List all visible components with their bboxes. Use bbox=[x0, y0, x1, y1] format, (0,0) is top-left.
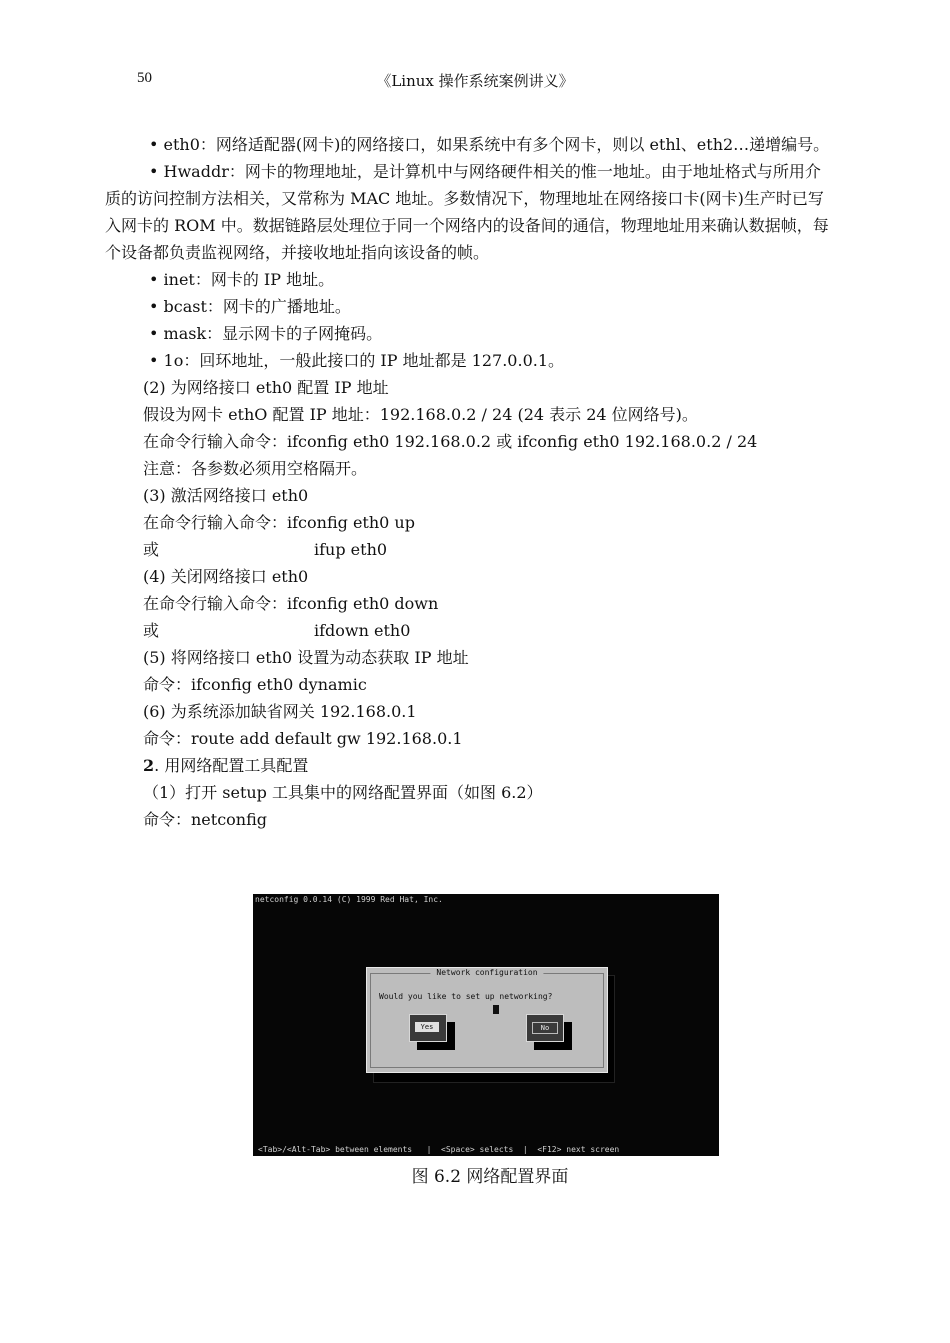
no-button[interactable] bbox=[526, 1014, 564, 1042]
step3-alt-command: ifup eth0 bbox=[314, 540, 388, 559]
yes-button-group[interactable] bbox=[409, 1014, 447, 1042]
section2-title: . 用网络配置工具配置 bbox=[154, 756, 309, 775]
para-hwaddr: • Hwaddr：网卡的物理地址，是计算机中与网络硬件相关的惟一地址。由于地址格式与所用介质的访问控制方法相关，又常称为 MAC 地址。多数情况下，物理地址在网络接口卡(网卡)生产时已写入网卡的 ROM 中。数据链路层处理位于同一个网络内的设备间的通信，物理地址用来确认数据帧，每个设备都负责监视网络，并接收地址指向该设备的帧。 bbox=[105, 162, 829, 262]
section2-line1: （1）打开 setup 工具集中的网络配置界面（如图 6.2） bbox=[143, 783, 543, 802]
step6-line1: 命令：route add default gw 192.168.0.1 bbox=[143, 729, 463, 748]
dialog-frame bbox=[370, 968, 604, 1068]
step2-heading: (2) 为网络接口 eth0 配置 IP 地址 bbox=[143, 378, 389, 397]
step4-or: 或 bbox=[143, 621, 160, 640]
page-number: 50 bbox=[137, 70, 152, 86]
para-bcast: • bcast：网卡的广播地址。 bbox=[149, 297, 351, 316]
para-mask: • mask：显示网卡的子网掩码。 bbox=[149, 324, 383, 343]
step4-heading: (4) 关闭网络接口 eth0 bbox=[143, 567, 309, 586]
step4-line1: 在命令行输入命令：ifconfig eth0 down bbox=[143, 594, 439, 613]
para-lo: • 1o：回环地址，一般此接口的 IP 地址都是 127.0.0.1。 bbox=[149, 351, 565, 370]
body-text bbox=[105, 131, 832, 833]
figure-caption: 图 6.2 网络配置界面 bbox=[411, 1167, 569, 1187]
yes-button-label: Yes bbox=[415, 1022, 439, 1032]
step4-alt-line bbox=[105, 617, 832, 644]
step3-or: 或 bbox=[143, 540, 160, 559]
step4-alt-command: ifdown eth0 bbox=[314, 621, 411, 640]
para-inet: • inet：网卡的 IP 地址。 bbox=[149, 270, 335, 289]
no-button-group[interactable] bbox=[526, 1014, 564, 1042]
step6-heading: (6) 为系统添加缺省网关 192.168.0.1 bbox=[143, 702, 417, 721]
section2-heading bbox=[105, 752, 832, 779]
section2-number: 2 bbox=[143, 756, 155, 775]
step3-heading: (3) 激活网络接口 eth0 bbox=[143, 486, 309, 505]
network-config-dialog bbox=[366, 967, 608, 1073]
dialog-title: Network configuration bbox=[430, 968, 543, 977]
no-button-label: No bbox=[532, 1022, 558, 1034]
step2-line2: 在命令行输入命令：ifconfig eth0 192.168.0.2 或 ifconfig eth0 192.168.0.2 / 24 bbox=[143, 432, 758, 451]
step5-heading: (5) 将网络接口 eth0 设置为动态获取 IP 地址 bbox=[143, 648, 469, 667]
text-cursor bbox=[493, 1005, 499, 1014]
netconfig-screenshot bbox=[253, 894, 719, 1156]
dialog-question: Would you like to set up networking? bbox=[379, 992, 553, 1001]
terminal-title: netconfig 0.0.14 (C) 1999 Red Hat, Inc. bbox=[255, 895, 443, 904]
yes-button[interactable] bbox=[409, 1014, 447, 1042]
para-eth0: • eth0：网络适配器(网卡)的网络接口，如果系统中有多个网卡，则以 ethl、eth2…递增编号。 bbox=[149, 135, 830, 154]
step2-line1: 假设为网卡 ethO 配置 IP 地址：192.168.0.2 / 24 (24 表示 24 位网络号)。 bbox=[143, 405, 698, 424]
step5-line1: 命令：ifconfig eth0 dynamic bbox=[143, 675, 367, 694]
step3-line1: 在命令行输入命令：ifconfig eth0 up bbox=[143, 513, 415, 532]
section2-line2: 命令：netconfig bbox=[143, 810, 268, 829]
running-head: 《Linux 操作系统案例讲义》 bbox=[376, 72, 574, 90]
step2-line3: 注意：各参数必须用空格隔开。 bbox=[143, 459, 368, 478]
step3-alt-line bbox=[105, 536, 832, 563]
terminal-key-hints: <Tab>/<Alt-Tab> between elements | <Space> selects | <F12> next screen bbox=[258, 1145, 620, 1154]
